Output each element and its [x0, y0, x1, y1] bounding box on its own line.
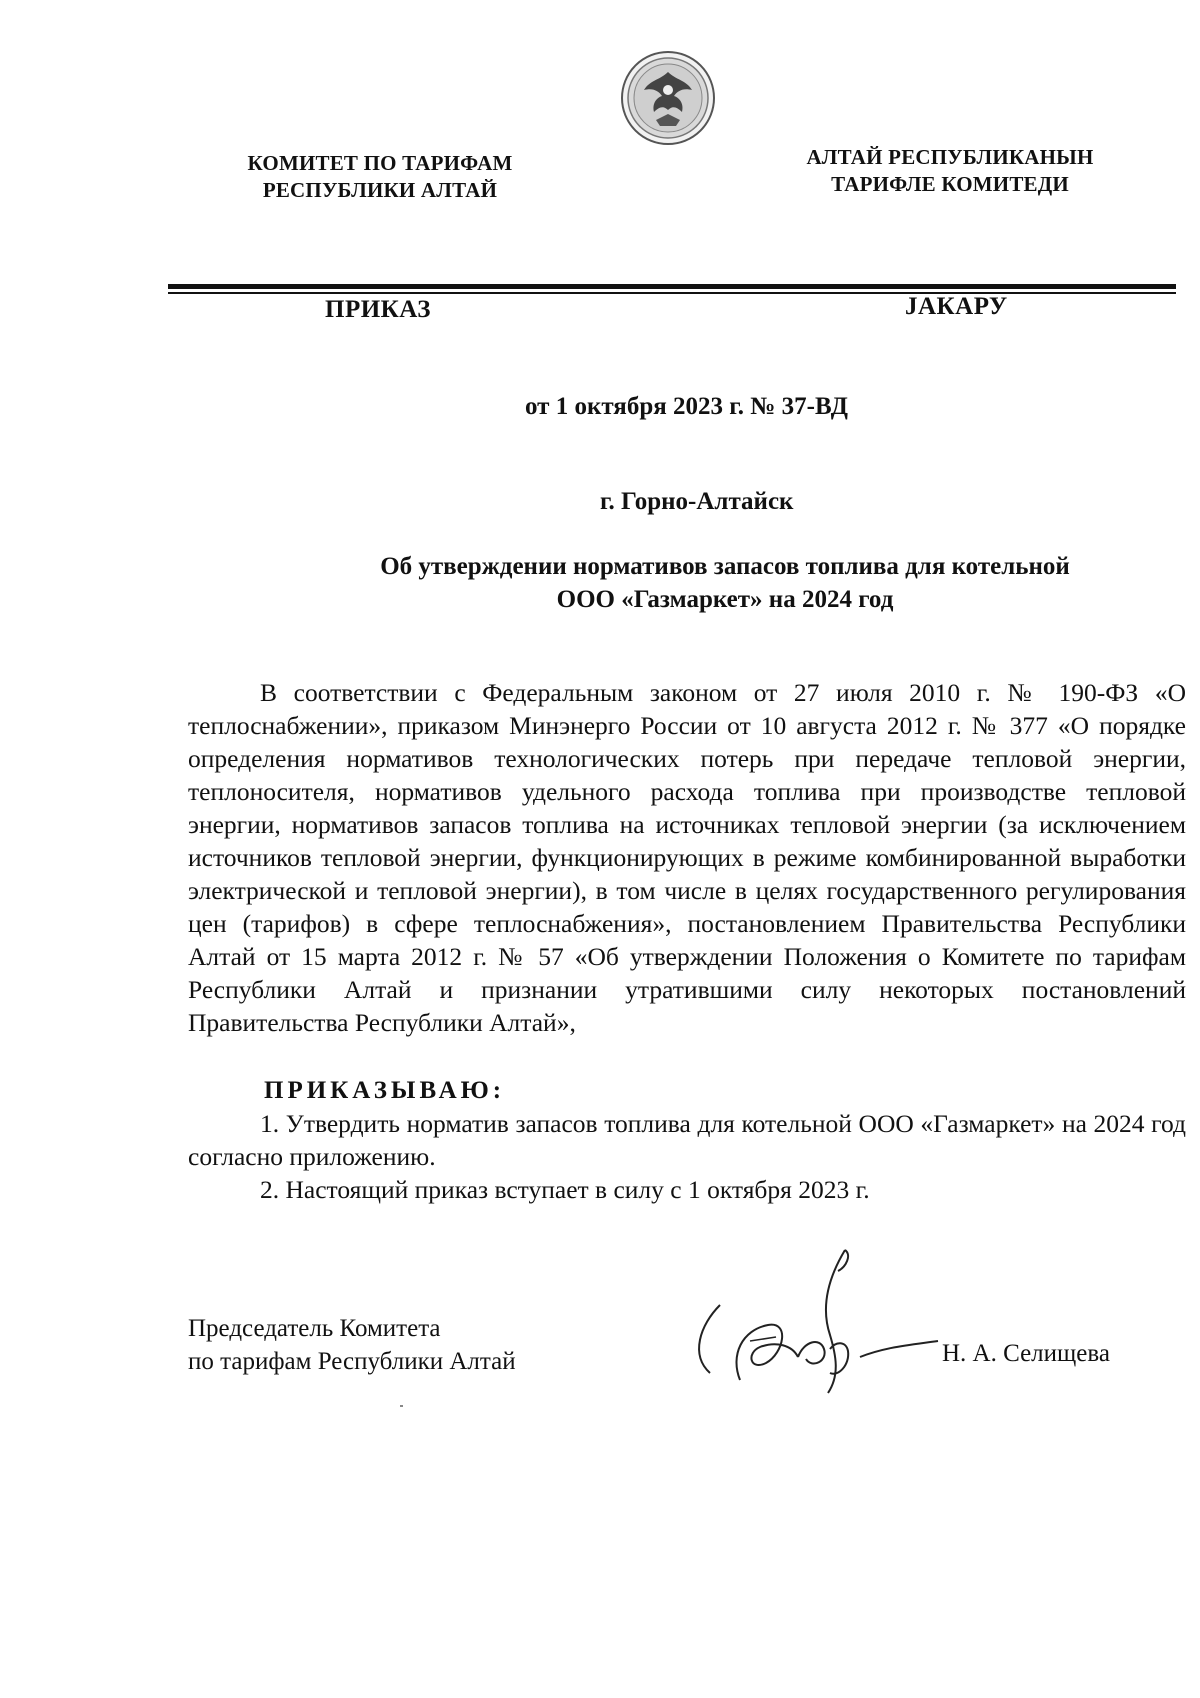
header-divider-thick [168, 284, 1176, 289]
order-subject-line2: ООО «Газмаркет» на 2024 год [556, 586, 894, 613]
signatory-position-line1: Председатель Комитета [188, 1315, 441, 1342]
org-name-alt [780, 144, 1120, 198]
order-city: г. Горно-Алтайск [600, 488, 794, 515]
preamble-paragraph [188, 676, 1186, 1039]
order-title-alt: JАКАРУ [905, 293, 1008, 320]
preamble-text: В соответствии с Федеральным законом от 27 июля 2010 г. № 190-ФЗ «О теплоснабжении», приказом Минэнерго России от 10 августа 2012 г. № 377 «О порядке определения нормативов технологических потерь при передаче тепловой энергии, теплоносителя, нормативов удельного расхода топлива при производстве тепловой энергии, нормативов запасов топлива на источниках тепловой энергии (за исключением источников тепловой энергии, функционирующих в режиме комбинированной выработки электрической и тепловой энергии), в том числе в целях государственного регулирования цен (тарифов) в сфере теплоснабжения», постановлением Правительства Республики Алтай от 15 марта 2012 г. № 57 «Об утверждении Положения о Комитете по тарифам Республики Алтай и признании утратившими силу некоторых постановлений Правительства Республики Алтай», [188, 678, 1186, 1037]
coat-of-arms-icon [620, 50, 716, 146]
signatory-position-line2: по тарифам Республики Алтай [188, 1348, 516, 1375]
order-item-1 [188, 1107, 1186, 1173]
org-name-alt-line1: АЛТАЙ РЕСПУБЛИКАНЫН [806, 145, 1094, 169]
org-name-ru-line2: РЕСПУБЛИКИ АЛТАЙ [262, 178, 498, 202]
order-subject-line1: Об утверждении нормативов запасов топлива для котельной [380, 553, 1070, 580]
decree-word: ПРИКАЗЫВАЮ: [264, 1077, 506, 1104]
order-item-2-text: 2. Настоящий приказ вступает в силу с 1 октября 2023 г. [260, 1175, 870, 1204]
signatory-name: Н. А. Селищева [942, 1340, 1110, 1367]
order-subject [300, 550, 1150, 616]
scan-speck [400, 1405, 403, 1407]
org-name-ru-line1: КОМИТЕТ ПО ТАРИФАМ [247, 151, 513, 175]
order-item-1-text: 1. Утвердить норматив запасов топлива для котельной ООО «Газмаркет» на 2024 год согласно приложению. [188, 1109, 1186, 1171]
org-name-alt-line2: ТАРИФЛЕ КОМИТЕДИ [831, 172, 1069, 196]
header-divider-thin [168, 292, 1176, 294]
org-name-ru [230, 150, 530, 204]
order-item-2 [188, 1173, 1186, 1206]
handwritten-signature [680, 1245, 940, 1395]
signatory-position [188, 1312, 516, 1378]
order-title-ru: ПРИКАЗ [325, 296, 431, 323]
order-date-number: от 1 октября 2023 г. № 37-ВД [525, 393, 848, 420]
